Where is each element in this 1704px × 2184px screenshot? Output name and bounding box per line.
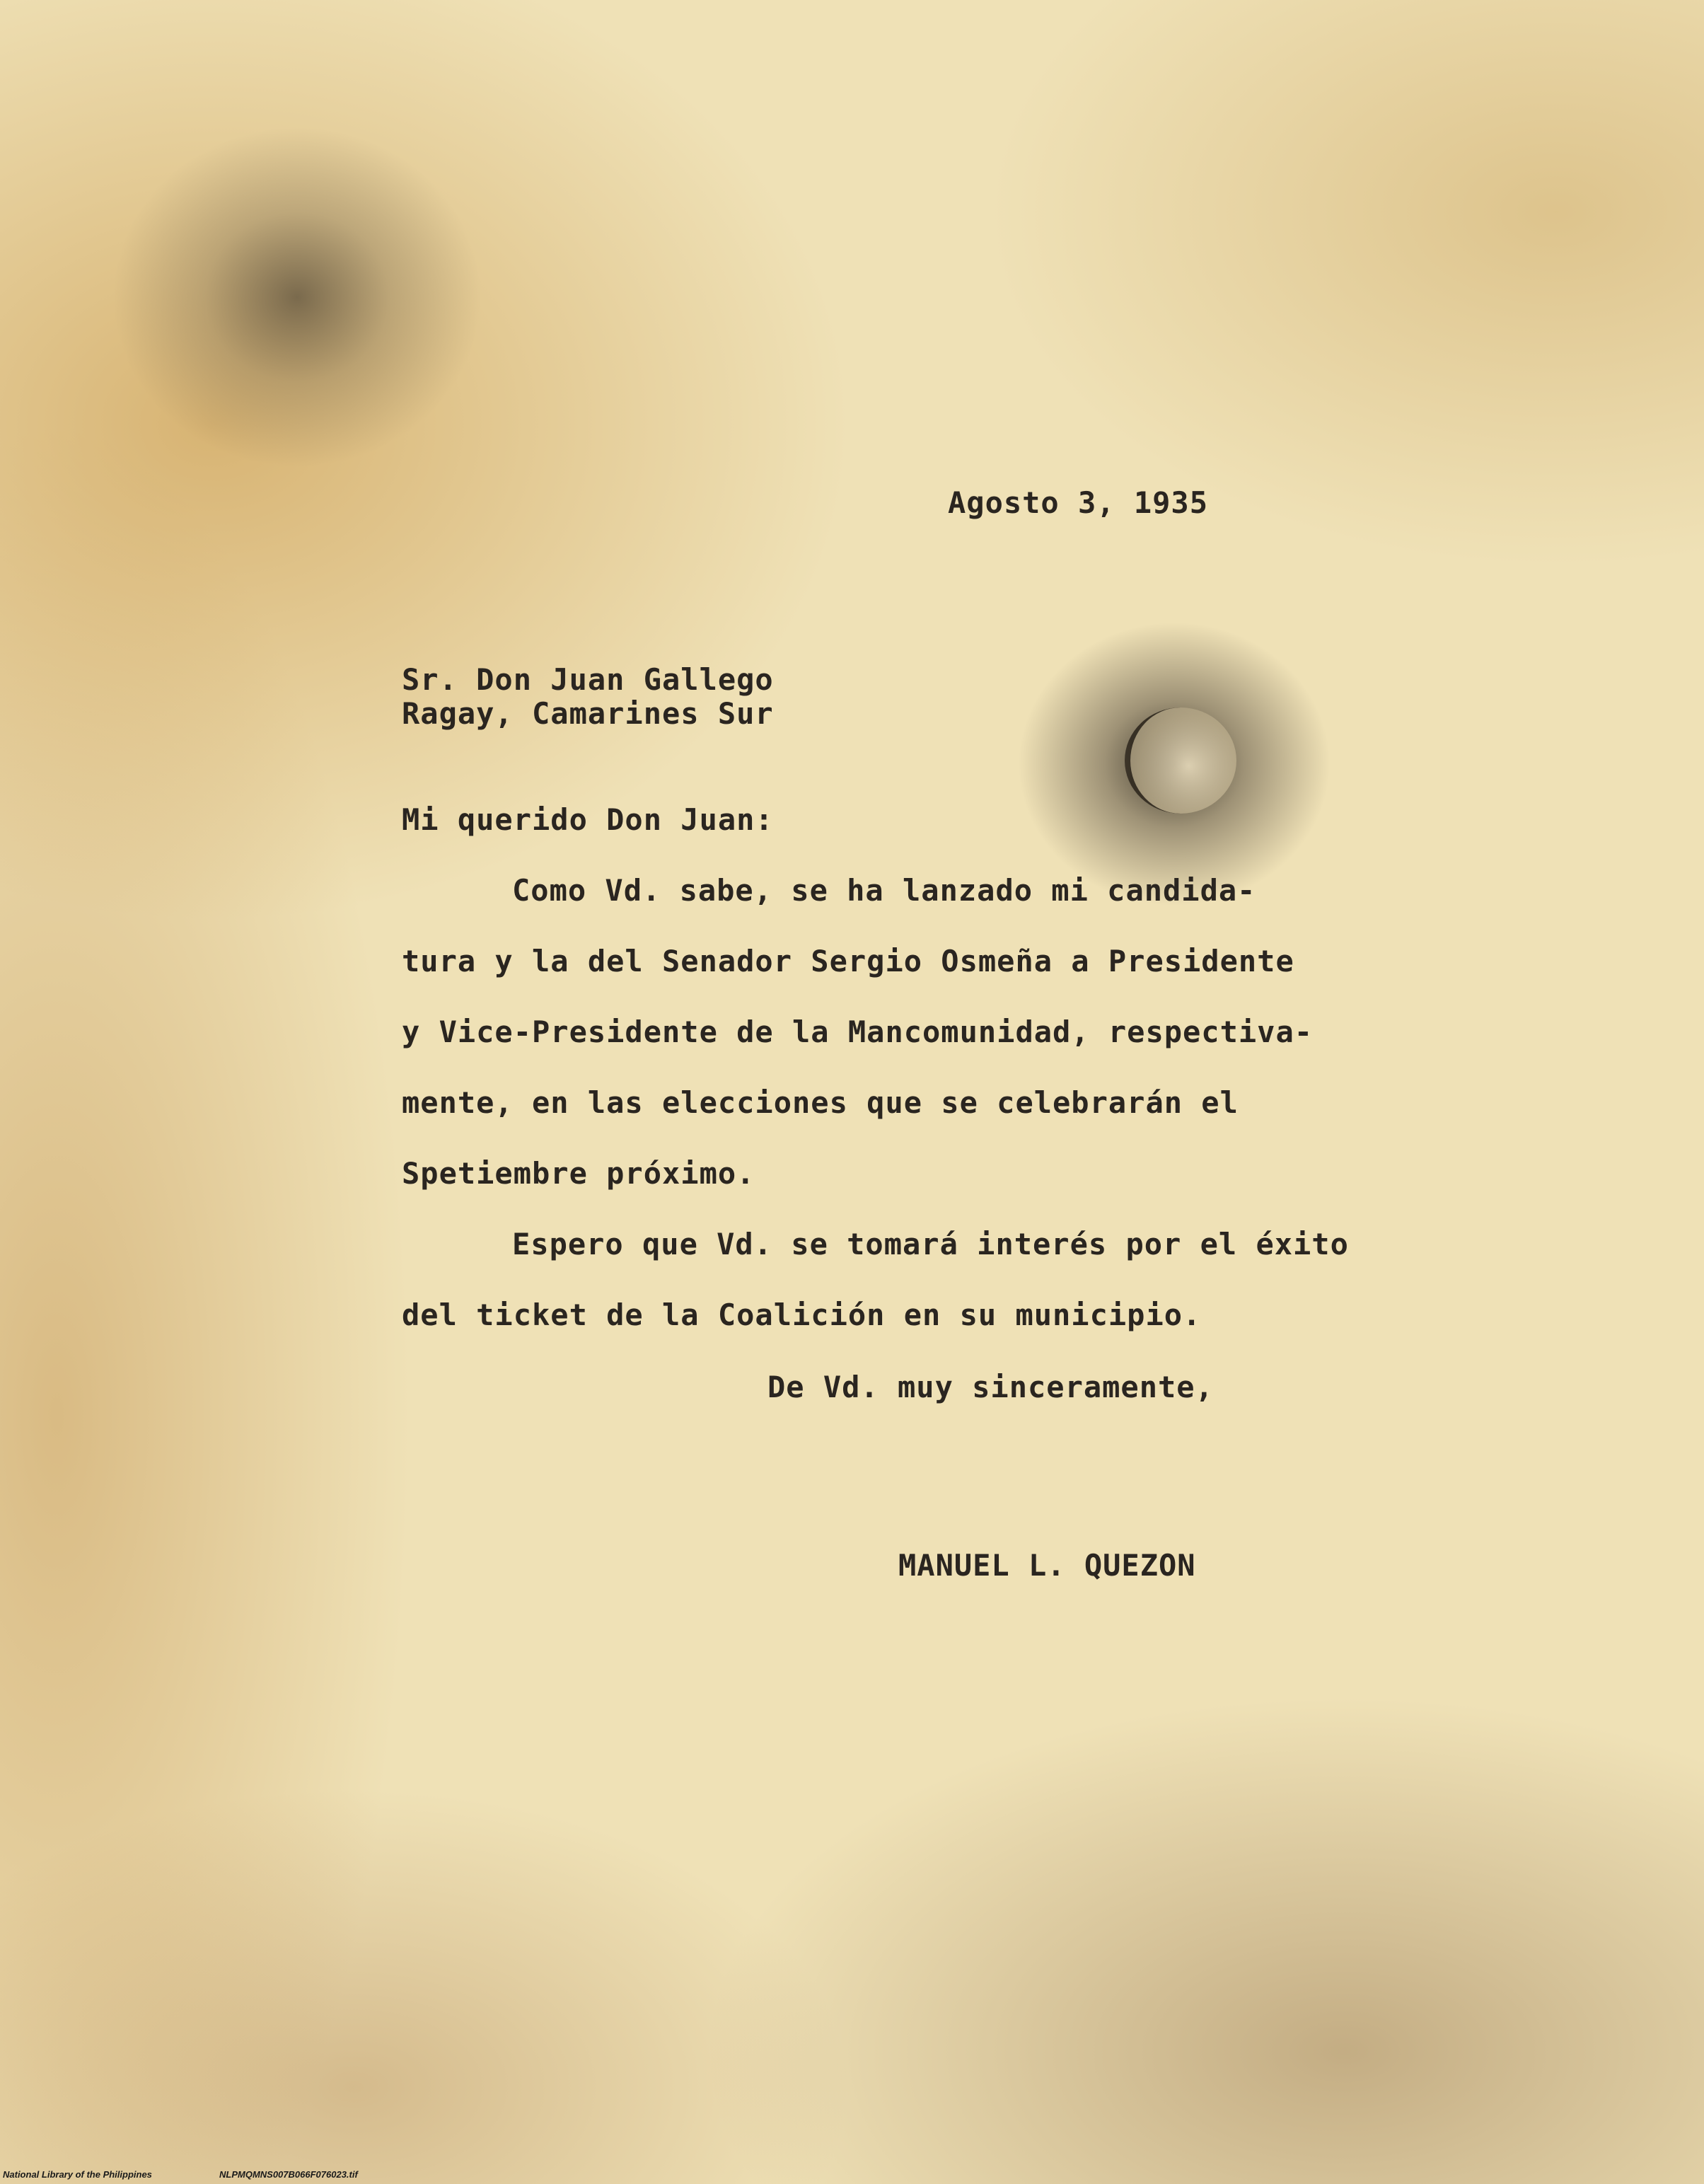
letter-date: Agosto 3, 1935 [948, 485, 1209, 520]
signature-name: MANUEL L. QUEZON [898, 1548, 1196, 1583]
recipient-name: Sr. Don Juan Gallego [402, 662, 774, 697]
paragraph-1-line: Spetiembre próximo. [402, 1156, 755, 1191]
salutation: Mi querido Don Juan: [402, 802, 774, 837]
paragraph-2-line: del ticket de la Coalición en su municipio. [402, 1298, 1202, 1332]
footer-file-id: NLPMQMNS007B066F076023.tif [219, 2169, 358, 2180]
footer-institution: National Library of the Philippines [3, 2169, 152, 2180]
paragraph-1-line: tura y la del Senador Sergio Osmeña a Presidente [402, 944, 1294, 978]
paragraph-2-line: Espero que Vd. se tomará interés por el éxito [512, 1227, 1349, 1261]
paragraph-1-line: Como Vd. sabe, se ha lanzado mi candida- [512, 873, 1256, 908]
complimentary-close: De Vd. muy sinceramente, [767, 1370, 1214, 1404]
recipient-address: Ragay, Camarines Sur [402, 696, 774, 731]
paragraph-1-line: y Vice-Presidente de la Mancomunidad, respectiva- [402, 1015, 1314, 1049]
paragraph-1-line: mente, en las elecciones que se celebrarán el [402, 1085, 1239, 1120]
